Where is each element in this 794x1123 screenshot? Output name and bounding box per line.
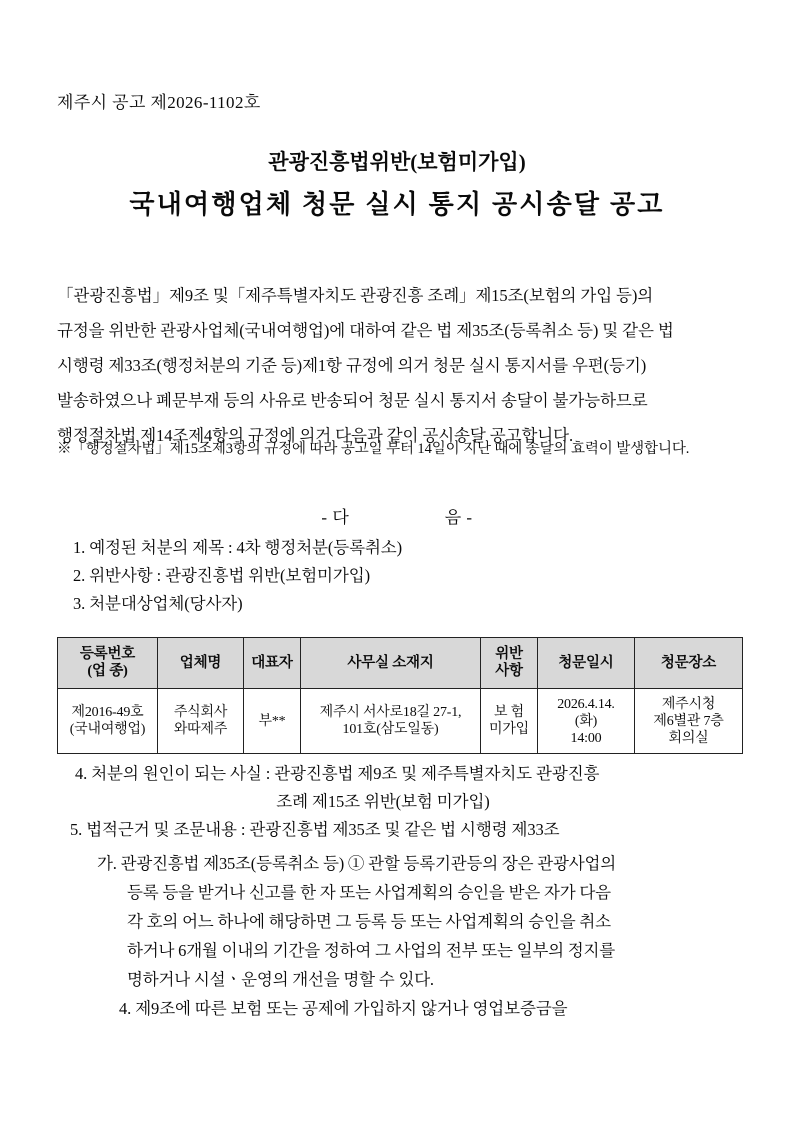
item-3: 3. 처분대상업체(당사자) (73, 594, 243, 613)
regno-line2: (국내여행업) (69, 722, 146, 737)
address-line2: 101호(삼도일동) (342, 722, 439, 737)
intro-line-4: 발송하였으나 폐문부재 등의 사유로 반송되어 청문 실시 통지서 송달이 불가능하므로 (57, 391, 648, 410)
post-table-items (57, 760, 747, 844)
intro-line-3: 시행령 제33조(행정처분의 기준 등)제1항 규정에 의거 청문 실시 통지서를 우편(등기) (57, 356, 647, 375)
table-header-violation (481, 638, 538, 689)
cell-violation (481, 689, 538, 754)
table-header-row (58, 638, 743, 689)
address-line1: 제주시 서사로18길 27-1, (319, 705, 462, 720)
clause-quotation (57, 849, 747, 1023)
clause-line-5: 명하거나 시설ㆍ운영의 개선을 명할 수 있다. (127, 970, 434, 989)
danum-left: - 다 (321, 508, 350, 527)
violation-line2: 미가입 (489, 722, 529, 737)
clause-line-4: 하거나 6개월 이내의 기간을 정하여 그 사업의 전부 또는 일부의 정지를 (127, 941, 615, 960)
regno-line1: 제2016-49호 (71, 705, 144, 720)
hearing-place-line2: 제6별관 7층 (653, 713, 724, 729)
intro-line-5: 행정절차법 제14조제4항의 규정에 의거 다음과 같이 공시송달 공고합니다. (57, 426, 573, 445)
intro-paragraph (57, 278, 741, 453)
intro-line-1: 「관광진흥법」제9조 및「제주특별자치도 관광진흥 조례」제15조(보험의 가입 등)의 (57, 286, 654, 305)
table-header-office-address: 사무실 소재지 (301, 638, 481, 689)
hearing-date-line2: (화) (574, 713, 598, 729)
numbered-items (57, 534, 747, 618)
company-line2: 와따제주 (173, 722, 228, 737)
table-header-registration-number (58, 638, 158, 689)
table-header-hearing-datetime: 청문일시 (538, 638, 635, 689)
item-5: 5. 법적근거 및 조문내용 : 관광진흥법 제35조 및 같은 법 시행령 제33조 (70, 820, 560, 839)
intro-note: ※「행정절차법」제15조제3항의 규정에 따라 공고일 부터 14일이 지난 때에 송달의 효력이 발생합니다. (57, 441, 690, 457)
clause-line-6: 4. 제9조에 따른 보험 또는 공제에 가입하지 않거나 영업보증금을 (119, 999, 568, 1018)
header-regno-line2: (업 종) (87, 663, 128, 679)
intro-line-2: 규정을 위반한 관광사업체(국내여행업)에 대하여 같은 법 제35조(등록취소 등) 및 같은 법 (57, 321, 674, 340)
danum-right: 음 - (444, 508, 473, 527)
cell-hearing-place (635, 689, 743, 754)
item-4-line-2: 조례 제15조 위반(보험 미가입) (276, 792, 490, 811)
clause-line-3: 각 호의 어느 하나에 해당하면 그 등록 등 또는 사업계획의 승인을 취소 (127, 912, 611, 931)
title-block (0, 150, 794, 222)
header-violation-line2: 사항 (495, 663, 523, 679)
item-2: 2. 위반사항 : 관광진흥법 위반(보험미가입) (73, 566, 370, 585)
header-regno-line1: 등록번호 (79, 646, 136, 662)
company-line1: 주식회사 (173, 705, 228, 720)
cell-hearing-datetime (538, 689, 635, 754)
header-violation-line1: 위반 (495, 646, 523, 662)
table-row (58, 689, 743, 754)
violation-line1: 보 험 (494, 705, 524, 720)
cell-office-address (301, 689, 481, 754)
document-subtitle: 관광진흥법위반(보험미가입) (268, 150, 526, 174)
table-header (58, 638, 743, 689)
cell-registration-number (58, 689, 158, 754)
table-header-representative: 대표자 (244, 638, 301, 689)
item-1: 1. 예정된 처분의 제목 : 4차 행정처분(등록취소) (73, 538, 403, 557)
table-body (58, 689, 743, 754)
document-number: 제주시 공고 제2026-1102호 (57, 93, 261, 112)
hearing-place-line1: 제주시청 (661, 696, 716, 712)
table-header-company-name: 업체명 (158, 638, 244, 689)
page-title: 국내여행업체 청문 실시 통지 공시송달 공고 (129, 190, 665, 220)
clause-line-1: 가. 관광진흥법 제35조(등록취소 등) ① 관할 등록기관등의 장은 관광사업의 (97, 854, 617, 873)
subject-table-wrapper (57, 637, 742, 754)
hearing-date-line3: 14:00 (570, 730, 602, 746)
hearing-date-line1: 2026.4.14. (557, 696, 615, 712)
danum-heading (0, 503, 794, 528)
cell-representative: 부** (244, 689, 301, 754)
subject-company-table (57, 637, 743, 754)
table-header-hearing-place: 청문장소 (635, 638, 743, 689)
hearing-place-line3: 회의실 (668, 730, 709, 746)
cell-company-name (158, 689, 244, 754)
item-4-line-1: 4. 처분의 원인이 되는 사실 : 관광진흥법 제9조 및 제주특별자치도 관광진흥 (75, 764, 600, 783)
clause-line-2: 등록 등을 받거나 신고를 한 자 또는 사업계획의 승인을 받은 자가 다음 (127, 883, 611, 902)
